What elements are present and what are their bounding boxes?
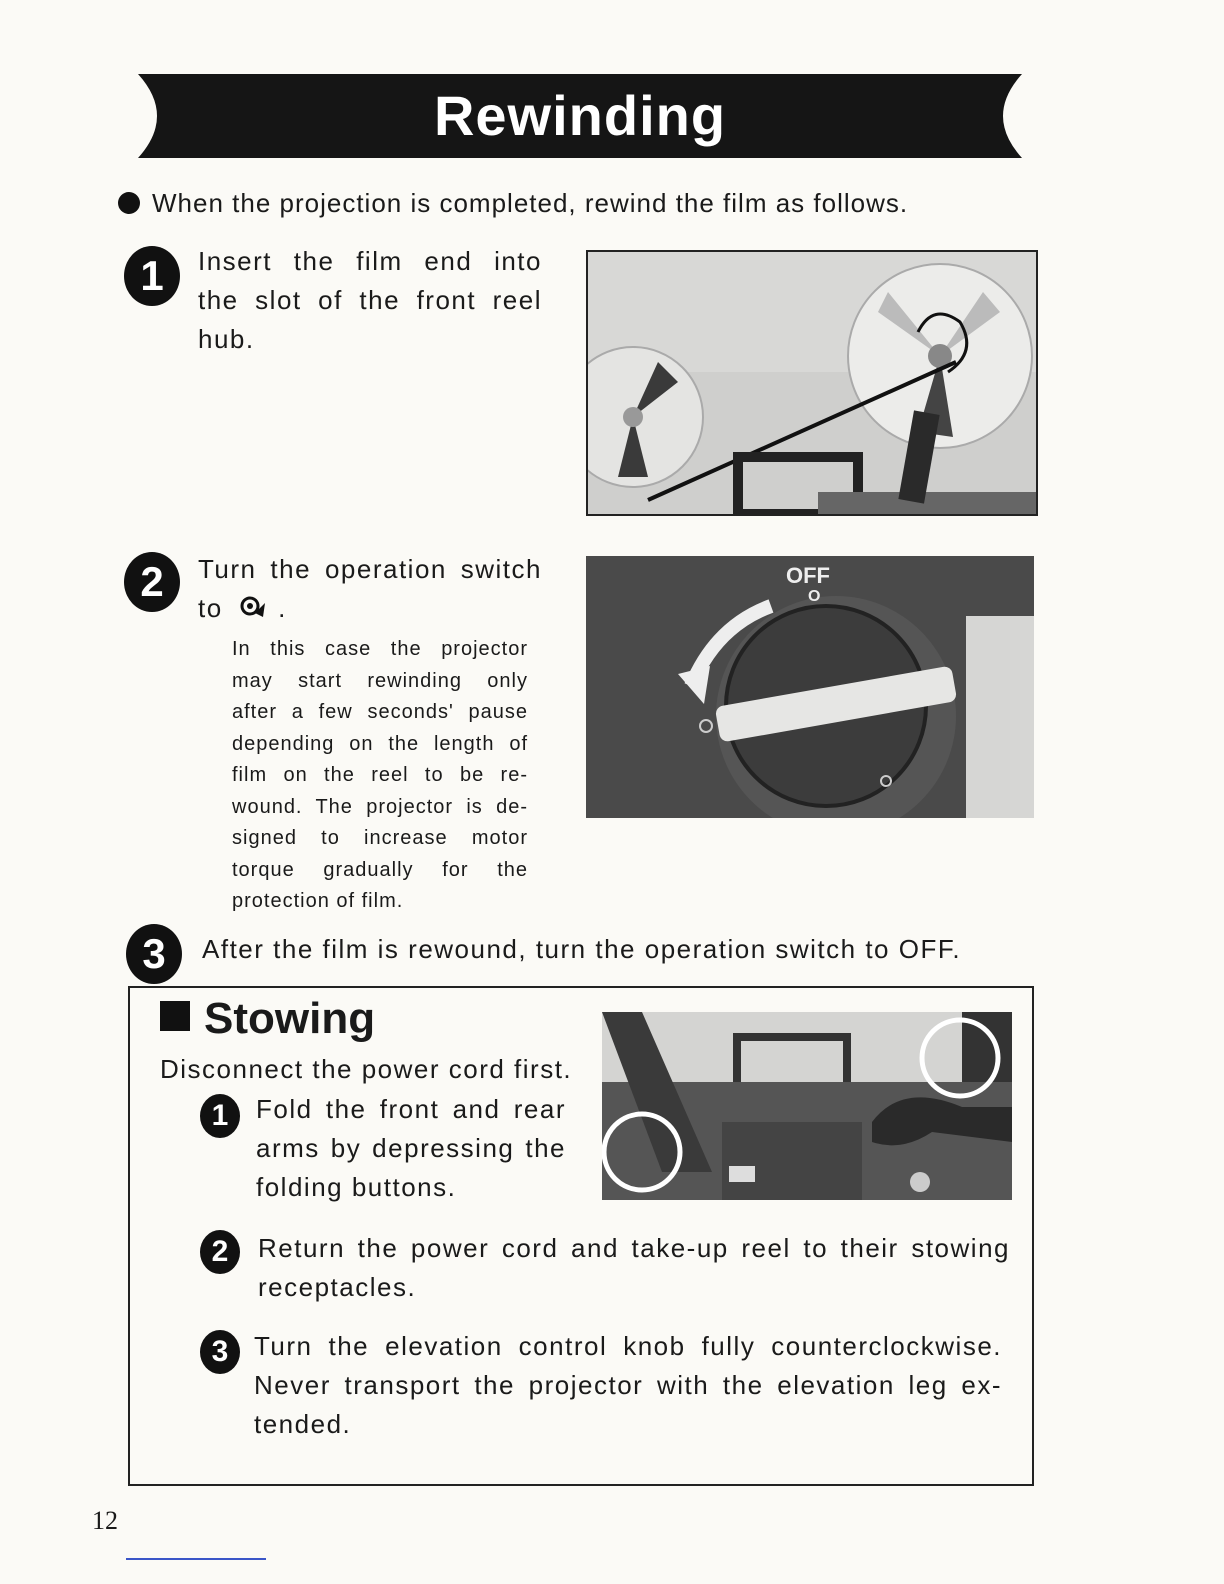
note-line: protection of film.: [232, 890, 404, 912]
switch-illustration: [586, 556, 1034, 818]
step-1-text: [198, 242, 542, 359]
stow-step-3-number: 3: [200, 1330, 240, 1374]
stow-step-1-text: [256, 1090, 566, 1207]
stowing-intro: Disconnect the power cord first.: [160, 1054, 573, 1084]
stow-step-1-line: Fold the front and rear: [256, 1094, 566, 1124]
stow-step-3-line: Never transport the projector with the elevation leg ex-: [254, 1370, 1002, 1400]
stow-step-3-text: [254, 1327, 1002, 1444]
reel-photo: [586, 250, 1038, 516]
note-line: In this case the projector: [232, 638, 528, 660]
square-bullet-icon: [160, 1001, 190, 1031]
step-2-line-2: [198, 589, 542, 632]
stow-step-1-line: folding buttons.: [256, 1172, 457, 1202]
stowing-illustration: [602, 1012, 1012, 1200]
stow-step-2-text: [258, 1229, 1010, 1307]
step-1-number: 1: [124, 246, 180, 306]
step-2-to: to: [198, 593, 223, 623]
step-1-line: hub.: [198, 324, 255, 354]
off-label: OFF: [786, 563, 830, 588]
stow-step-3-line: tended.: [254, 1409, 352, 1439]
stow-step-3-line: Turn the elevation control knob fully counterclockwise.: [254, 1331, 1002, 1361]
stow-step-1-line: arms by depressing the: [256, 1133, 566, 1163]
note-line: film on the reel to be re-: [232, 764, 528, 786]
page-title: Rewinding: [433, 84, 727, 147]
stowing-title-text: Stowing: [204, 994, 376, 1043]
stow-step-2-line: receptacles.: [258, 1272, 417, 1302]
step-1-line: the slot of the front reel: [198, 285, 542, 315]
stow-step-1-number: 1: [200, 1094, 240, 1138]
step-2-note: [232, 634, 528, 918]
note-line: after a few seconds' pause: [232, 701, 528, 723]
note-line: wound. The projector is de-: [232, 795, 528, 818]
step-3-number: 3: [126, 924, 182, 984]
bullet-icon: [118, 192, 140, 214]
note-line: torque gradually for the: [232, 858, 528, 881]
page-number: 12: [92, 1506, 118, 1535]
reel-illustration: [588, 252, 1036, 514]
note-line: signed to increase motor: [232, 827, 528, 849]
intro-line: [118, 188, 908, 219]
stowing-photo: [602, 1012, 1012, 1200]
intro-text: When the projection is completed, rewind the film as follows.: [152, 188, 909, 218]
step-3-text: After the film is rewound, turn the operation switch to OFF.: [202, 934, 962, 964]
stowing-title: [160, 994, 375, 1044]
note-line: depending on the length of: [232, 732, 528, 755]
footer-rule: [126, 1558, 266, 1560]
step-1-line: Insert the film end into: [198, 246, 542, 276]
step-2-number: 2: [124, 552, 180, 612]
note-line: may start rewinding only: [232, 669, 528, 692]
title-banner: [138, 74, 1022, 158]
off-mark: O: [808, 588, 821, 605]
step-2-line: Turn the operation switch: [198, 554, 542, 584]
stow-step-2-number: 2: [200, 1230, 240, 1274]
switch-photo: [586, 556, 1034, 818]
stow-step-2-line: Return the power cord and take-up reel to their stowing: [258, 1233, 1010, 1263]
step-2-text: [198, 550, 542, 632]
rewind-symbol-icon: [239, 593, 269, 632]
step-2-period: .: [278, 593, 287, 623]
